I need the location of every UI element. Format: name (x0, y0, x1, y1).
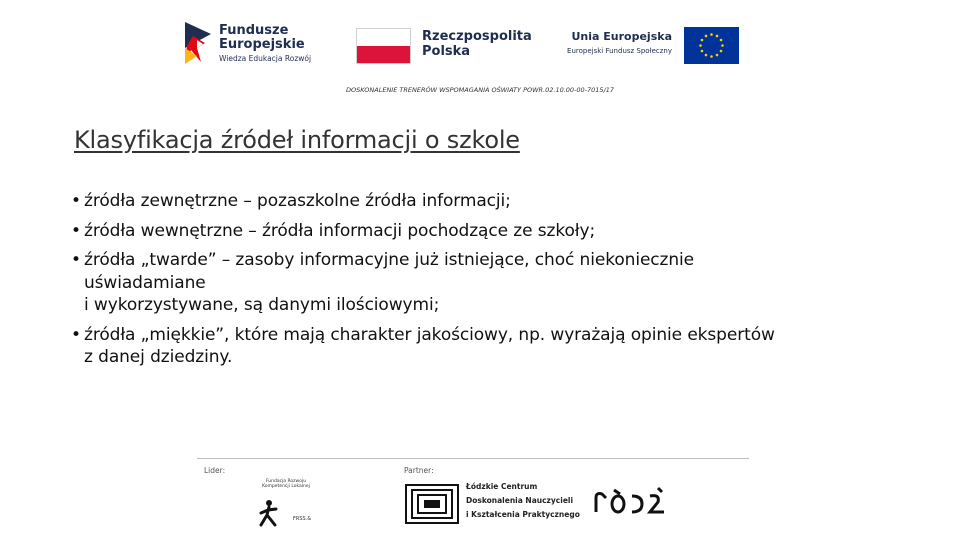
fe-line2: Europejskie (219, 37, 305, 52)
footer-divider (197, 458, 749, 459)
bullet-text: źródła wewnętrzne – źródła informacji pochodzące ze szkoły; (84, 220, 596, 241)
bullet-item (64, 190, 924, 213)
bullet-mark: • (71, 191, 81, 211)
bullet-text: z danej dziedziny. (84, 347, 233, 367)
fe-sub: Wiedza Edukacja Rozwój (219, 54, 312, 63)
ue-line2: Europejski Fundusz Społeczny (567, 47, 672, 55)
fir-mark: FRSS.& (293, 516, 312, 522)
podn-logo-icon (590, 486, 670, 516)
bullet-text: źródła zewnętrzne – pozaszkolne źródła informacji; (84, 191, 511, 211)
eu-star (716, 35, 719, 38)
eu-star (720, 39, 723, 42)
page-title: Klasyfikacja źródeł informacji o szkole (74, 126, 520, 154)
bullet-mark: • (71, 250, 81, 270)
lcd-logo-icon (405, 484, 459, 524)
bullet-mark: • (71, 324, 81, 345)
bullet-mark: • (71, 220, 81, 241)
lcd-line1: Łódzkie Centrum (466, 482, 538, 491)
bullet-item (64, 324, 924, 369)
eu-flag-icon (684, 27, 739, 64)
bullet-text: uświadamiane (84, 272, 206, 293)
project-line: DOSKONALENIE TRENERÓW WSPOMAGANIA OŚWIATY POWR.02.10.00-00-7015/17 (345, 86, 615, 94)
bullet-item (64, 220, 924, 243)
lcd-line3: i Kształcenia Praktycznego (466, 510, 580, 519)
polish-flag-icon (356, 28, 411, 64)
fe-star-icon (183, 18, 213, 68)
lcd-line2: Doskonalenia Nauczycieli (466, 496, 574, 505)
eu-star (705, 54, 708, 57)
bullet-item (64, 249, 924, 317)
eu-star (716, 54, 719, 57)
rp-line1: Rzeczpospolita (422, 29, 532, 44)
fe-line1: Fundusze (219, 23, 289, 38)
eu-star (721, 44, 724, 47)
bullet-text: źródła „miękkie”, które mają charakter jakościowy, np. wyrażają opinie ekspertów (84, 324, 775, 345)
eu-star (699, 44, 702, 47)
eu-star (701, 39, 704, 42)
eu-star (720, 50, 723, 53)
eu-star (710, 55, 713, 58)
bullet-text: źródła „twarde” – zasoby informacyjne już istniejące, choć niekoniecznie (84, 250, 695, 270)
eu-star (705, 35, 708, 38)
partner-label: Partner: (404, 466, 434, 475)
running-figure-icon (258, 499, 280, 527)
eu-star (701, 50, 704, 53)
bullet-list (64, 190, 924, 376)
rp-line2: Polska (422, 44, 471, 59)
lider-label: Lider: (204, 466, 226, 475)
fir-logo-text: Fundacja Rozwoju Kompetencji Lokalnej (262, 479, 310, 489)
fundusze-europejskie-logo (183, 18, 323, 68)
eu-star (710, 33, 713, 36)
ue-line1: Unia Europejska (571, 30, 672, 43)
bullet-text: i wykorzystywane, są danymi ilościowymi; (84, 295, 440, 315)
